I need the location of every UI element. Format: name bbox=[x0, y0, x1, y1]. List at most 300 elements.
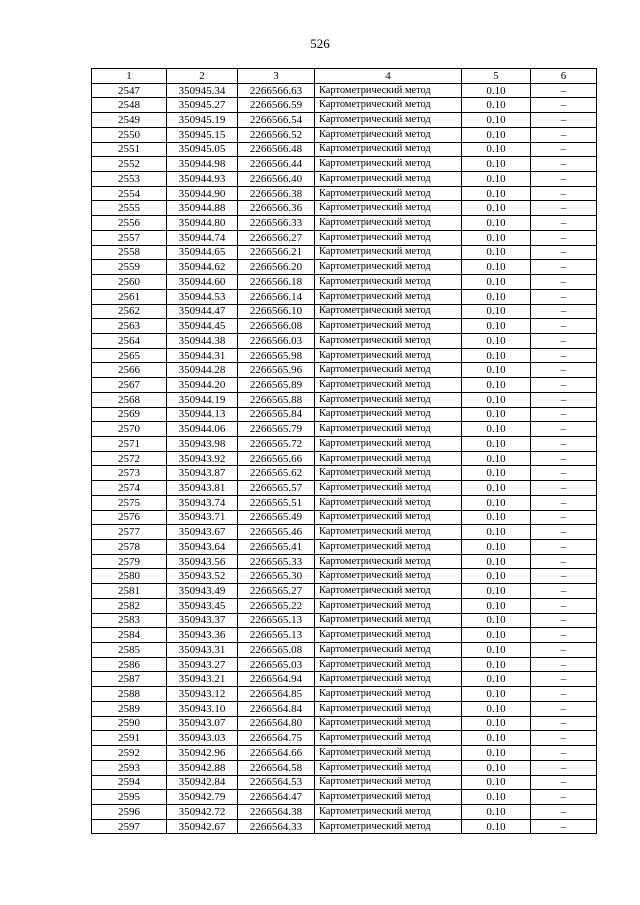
accuracy-cell: 0.10 bbox=[462, 319, 531, 334]
accuracy-cell: 0.10 bbox=[462, 363, 531, 378]
method-cell: Картометрический метод bbox=[315, 319, 462, 334]
y-coordinate-cell: 2266564.84 bbox=[238, 701, 315, 716]
note-cell: – bbox=[531, 348, 597, 363]
y-coordinate-cell: 2266564.85 bbox=[238, 687, 315, 702]
method-cell: Картометрический метод bbox=[315, 83, 462, 98]
x-coordinate-cell: 350944.20 bbox=[167, 378, 238, 393]
method-cell: Картометрический метод bbox=[315, 260, 462, 275]
note-cell: – bbox=[531, 142, 597, 157]
accuracy-cell: 0.10 bbox=[462, 716, 531, 731]
table-row bbox=[92, 716, 597, 731]
y-coordinate-cell: 2266566.27 bbox=[238, 230, 315, 245]
method-cell: Картометрический метод bbox=[315, 289, 462, 304]
method-cell: Картометрический метод bbox=[315, 127, 462, 142]
table-row bbox=[92, 451, 597, 466]
note-cell: – bbox=[531, 598, 597, 613]
accuracy-cell: 0.10 bbox=[462, 127, 531, 142]
note-cell: – bbox=[531, 819, 597, 834]
note-cell: – bbox=[531, 525, 597, 540]
note-cell: – bbox=[531, 466, 597, 481]
point-number-cell: 2554 bbox=[92, 186, 167, 201]
note-cell: – bbox=[531, 510, 597, 525]
method-cell: Картометрический метод bbox=[315, 760, 462, 775]
page-number: 526 bbox=[310, 36, 330, 51]
y-coordinate-cell: 2266565.08 bbox=[238, 643, 315, 658]
y-coordinate-cell: 2266566.18 bbox=[238, 275, 315, 290]
note-cell: – bbox=[531, 554, 597, 569]
method-cell: Картометрический метод bbox=[315, 790, 462, 805]
method-cell: Картометрический метод bbox=[315, 598, 462, 613]
method-cell: Картометрический метод bbox=[315, 510, 462, 525]
point-number-cell: 2590 bbox=[92, 716, 167, 731]
method-cell: Картометрический метод bbox=[315, 348, 462, 363]
x-coordinate-cell: 350944.62 bbox=[167, 260, 238, 275]
table-row bbox=[92, 540, 597, 555]
column-header: 3 bbox=[238, 69, 315, 84]
method-cell: Картометрический метод bbox=[315, 775, 462, 790]
point-number-cell: 2580 bbox=[92, 569, 167, 584]
y-coordinate-cell: 2266564.66 bbox=[238, 746, 315, 761]
x-coordinate-cell: 350943.74 bbox=[167, 495, 238, 510]
table-row bbox=[92, 775, 597, 790]
table-row bbox=[92, 333, 597, 348]
note-cell: – bbox=[531, 613, 597, 628]
note-cell: – bbox=[531, 657, 597, 672]
method-cell: Картометрический метод bbox=[315, 569, 462, 584]
table-row bbox=[92, 216, 597, 231]
x-coordinate-cell: 350945.27 bbox=[167, 98, 238, 113]
method-cell: Картометрический метод bbox=[315, 392, 462, 407]
method-cell: Картометрический метод bbox=[315, 540, 462, 555]
x-coordinate-cell: 350943.21 bbox=[167, 672, 238, 687]
x-coordinate-cell: 350944.93 bbox=[167, 172, 238, 187]
method-cell: Картометрический метод bbox=[315, 804, 462, 819]
accuracy-cell: 0.10 bbox=[462, 407, 531, 422]
point-number-cell: 2553 bbox=[92, 172, 167, 187]
note-cell: – bbox=[531, 643, 597, 658]
x-coordinate-cell: 350943.03 bbox=[167, 731, 238, 746]
accuracy-cell: 0.10 bbox=[462, 83, 531, 98]
table-row bbox=[92, 230, 597, 245]
method-cell: Картометрический метод bbox=[315, 716, 462, 731]
table-row bbox=[92, 245, 597, 260]
table-row bbox=[92, 392, 597, 407]
method-cell: Картометрический метод bbox=[315, 142, 462, 157]
x-coordinate-cell: 350944.06 bbox=[167, 422, 238, 437]
y-coordinate-cell: 2266565.66 bbox=[238, 451, 315, 466]
point-number-cell: 2584 bbox=[92, 628, 167, 643]
table-row bbox=[92, 525, 597, 540]
x-coordinate-cell: 350943.56 bbox=[167, 554, 238, 569]
point-number-cell: 2575 bbox=[92, 495, 167, 510]
note-cell: – bbox=[531, 83, 597, 98]
y-coordinate-cell: 2266565.13 bbox=[238, 628, 315, 643]
x-coordinate-cell: 350944.53 bbox=[167, 289, 238, 304]
x-coordinate-cell: 350944.45 bbox=[167, 319, 238, 334]
method-cell: Картометрический метод bbox=[315, 113, 462, 128]
x-coordinate-cell: 350944.74 bbox=[167, 230, 238, 245]
x-coordinate-cell: 350943.64 bbox=[167, 540, 238, 555]
note-cell: – bbox=[531, 392, 597, 407]
table-row bbox=[92, 186, 597, 201]
point-number-cell: 2591 bbox=[92, 731, 167, 746]
point-number-cell: 2597 bbox=[92, 819, 167, 834]
point-number-cell: 2555 bbox=[92, 201, 167, 216]
note-cell: – bbox=[531, 216, 597, 231]
y-coordinate-cell: 2266566.36 bbox=[238, 201, 315, 216]
point-number-cell: 2577 bbox=[92, 525, 167, 540]
note-cell: – bbox=[531, 275, 597, 290]
table-row bbox=[92, 83, 597, 98]
y-coordinate-cell: 2266565.33 bbox=[238, 554, 315, 569]
y-coordinate-cell: 2266565.46 bbox=[238, 525, 315, 540]
table-row bbox=[92, 466, 597, 481]
y-coordinate-cell: 2266565.51 bbox=[238, 495, 315, 510]
accuracy-cell: 0.10 bbox=[462, 348, 531, 363]
y-coordinate-cell: 2266565.13 bbox=[238, 613, 315, 628]
point-number-cell: 2594 bbox=[92, 775, 167, 790]
point-number-cell: 2548 bbox=[92, 98, 167, 113]
y-coordinate-cell: 2266566.10 bbox=[238, 304, 315, 319]
accuracy-cell: 0.10 bbox=[462, 687, 531, 702]
y-coordinate-cell: 2266565.89 bbox=[238, 378, 315, 393]
point-number-cell: 2581 bbox=[92, 584, 167, 599]
x-coordinate-cell: 350943.07 bbox=[167, 716, 238, 731]
note-cell: – bbox=[531, 186, 597, 201]
accuracy-cell: 0.10 bbox=[462, 510, 531, 525]
method-cell: Картометрический метод bbox=[315, 554, 462, 569]
table-row bbox=[92, 613, 597, 628]
coordinates-table bbox=[91, 68, 597, 834]
method-cell: Картометрический метод bbox=[315, 230, 462, 245]
y-coordinate-cell: 2266566.20 bbox=[238, 260, 315, 275]
note-cell: – bbox=[531, 436, 597, 451]
y-coordinate-cell: 2266565.62 bbox=[238, 466, 315, 481]
note-cell: – bbox=[531, 289, 597, 304]
table-row bbox=[92, 407, 597, 422]
x-coordinate-cell: 350943.98 bbox=[167, 436, 238, 451]
point-number-cell: 2579 bbox=[92, 554, 167, 569]
note-cell: – bbox=[531, 378, 597, 393]
y-coordinate-cell: 2266566.21 bbox=[238, 245, 315, 260]
note-cell: – bbox=[531, 201, 597, 216]
accuracy-cell: 0.10 bbox=[462, 760, 531, 775]
y-coordinate-cell: 2266566.52 bbox=[238, 127, 315, 142]
accuracy-cell: 0.10 bbox=[462, 201, 531, 216]
method-cell: Картометрический метод bbox=[315, 451, 462, 466]
column-header: 4 bbox=[315, 69, 462, 84]
x-coordinate-cell: 350944.90 bbox=[167, 186, 238, 201]
accuracy-cell: 0.10 bbox=[462, 643, 531, 658]
method-cell: Картометрический метод bbox=[315, 363, 462, 378]
x-coordinate-cell: 350943.92 bbox=[167, 451, 238, 466]
point-number-cell: 2562 bbox=[92, 304, 167, 319]
note-cell: – bbox=[531, 495, 597, 510]
note-cell: – bbox=[531, 422, 597, 437]
table-row bbox=[92, 436, 597, 451]
note-cell: – bbox=[531, 333, 597, 348]
column-header: 6 bbox=[531, 69, 597, 84]
note-cell: – bbox=[531, 731, 597, 746]
accuracy-cell: 0.10 bbox=[462, 657, 531, 672]
table-row bbox=[92, 319, 597, 334]
accuracy-cell: 0.10 bbox=[462, 142, 531, 157]
accuracy-cell: 0.10 bbox=[462, 289, 531, 304]
note-cell: – bbox=[531, 716, 597, 731]
accuracy-cell: 0.10 bbox=[462, 113, 531, 128]
point-number-cell: 2558 bbox=[92, 245, 167, 260]
method-cell: Картометрический метод bbox=[315, 186, 462, 201]
method-cell: Картометрический метод bbox=[315, 157, 462, 172]
accuracy-cell: 0.10 bbox=[462, 98, 531, 113]
point-number-cell: 2556 bbox=[92, 216, 167, 231]
table-row bbox=[92, 172, 597, 187]
accuracy-cell: 0.10 bbox=[462, 525, 531, 540]
y-coordinate-cell: 2266564.53 bbox=[238, 775, 315, 790]
y-coordinate-cell: 2266565.30 bbox=[238, 569, 315, 584]
note-cell: – bbox=[531, 672, 597, 687]
point-number-cell: 2549 bbox=[92, 113, 167, 128]
table-row bbox=[92, 201, 597, 216]
note-cell: – bbox=[531, 245, 597, 260]
point-number-cell: 2595 bbox=[92, 790, 167, 805]
x-coordinate-cell: 350944.88 bbox=[167, 201, 238, 216]
point-number-cell: 2564 bbox=[92, 333, 167, 348]
y-coordinate-cell: 2266566.63 bbox=[238, 83, 315, 98]
point-number-cell: 2592 bbox=[92, 746, 167, 761]
accuracy-cell: 0.10 bbox=[462, 775, 531, 790]
accuracy-cell: 0.10 bbox=[462, 230, 531, 245]
x-coordinate-cell: 350942.84 bbox=[167, 775, 238, 790]
accuracy-cell: 0.10 bbox=[462, 186, 531, 201]
method-cell: Картометрический метод bbox=[315, 687, 462, 702]
accuracy-cell: 0.10 bbox=[462, 731, 531, 746]
y-coordinate-cell: 2266566.59 bbox=[238, 98, 315, 113]
point-number-cell: 2567 bbox=[92, 378, 167, 393]
table-row bbox=[92, 481, 597, 496]
accuracy-cell: 0.10 bbox=[462, 245, 531, 260]
x-coordinate-cell: 350944.38 bbox=[167, 333, 238, 348]
method-cell: Картометрический метод bbox=[315, 657, 462, 672]
y-coordinate-cell: 2266566.44 bbox=[238, 157, 315, 172]
table-row bbox=[92, 363, 597, 378]
column-header: 5 bbox=[462, 69, 531, 84]
table-row bbox=[92, 569, 597, 584]
table-row bbox=[92, 495, 597, 510]
accuracy-cell: 0.10 bbox=[462, 554, 531, 569]
table-row bbox=[92, 304, 597, 319]
x-coordinate-cell: 350943.45 bbox=[167, 598, 238, 613]
point-number-cell: 2596 bbox=[92, 804, 167, 819]
note-cell: – bbox=[531, 701, 597, 716]
method-cell: Картометрический метод bbox=[315, 466, 462, 481]
x-coordinate-cell: 350943.49 bbox=[167, 584, 238, 599]
method-cell: Картометрический метод bbox=[315, 378, 462, 393]
point-number-cell: 2588 bbox=[92, 687, 167, 702]
x-coordinate-cell: 350943.37 bbox=[167, 613, 238, 628]
method-cell: Картометрический метод bbox=[315, 613, 462, 628]
x-coordinate-cell: 350943.87 bbox=[167, 466, 238, 481]
method-cell: Картометрический метод bbox=[315, 216, 462, 231]
method-cell: Картометрический метод bbox=[315, 731, 462, 746]
table-row bbox=[92, 510, 597, 525]
point-number-cell: 2582 bbox=[92, 598, 167, 613]
y-coordinate-cell: 2266564.75 bbox=[238, 731, 315, 746]
accuracy-cell: 0.10 bbox=[462, 790, 531, 805]
point-number-cell: 2573 bbox=[92, 466, 167, 481]
point-number-cell: 2576 bbox=[92, 510, 167, 525]
table-row bbox=[92, 643, 597, 658]
accuracy-cell: 0.10 bbox=[462, 540, 531, 555]
table-row bbox=[92, 760, 597, 775]
method-cell: Картометрический метод bbox=[315, 584, 462, 599]
accuracy-cell: 0.10 bbox=[462, 172, 531, 187]
accuracy-cell: 0.10 bbox=[462, 451, 531, 466]
y-coordinate-cell: 2266566.14 bbox=[238, 289, 315, 304]
column-header: 1 bbox=[92, 69, 167, 84]
x-coordinate-cell: 350945.19 bbox=[167, 113, 238, 128]
x-coordinate-cell: 350942.96 bbox=[167, 746, 238, 761]
note-cell: – bbox=[531, 113, 597, 128]
y-coordinate-cell: 2266565.22 bbox=[238, 598, 315, 613]
x-coordinate-cell: 350944.19 bbox=[167, 392, 238, 407]
table-row bbox=[92, 422, 597, 437]
method-cell: Картометрический метод bbox=[315, 643, 462, 658]
y-coordinate-cell: 2266564.80 bbox=[238, 716, 315, 731]
point-number-cell: 2550 bbox=[92, 127, 167, 142]
table-row bbox=[92, 687, 597, 702]
y-coordinate-cell: 2266565.79 bbox=[238, 422, 315, 437]
y-coordinate-cell: 2266566.38 bbox=[238, 186, 315, 201]
y-coordinate-cell: 2266565.98 bbox=[238, 348, 315, 363]
method-cell: Картометрический метод bbox=[315, 481, 462, 496]
table-row bbox=[92, 804, 597, 819]
x-coordinate-cell: 350942.67 bbox=[167, 819, 238, 834]
y-coordinate-cell: 2266565.96 bbox=[238, 363, 315, 378]
table-row bbox=[92, 127, 597, 142]
method-cell: Картометрический метод bbox=[315, 333, 462, 348]
x-coordinate-cell: 350942.88 bbox=[167, 760, 238, 775]
method-cell: Картометрический метод bbox=[315, 819, 462, 834]
point-number-cell: 2557 bbox=[92, 230, 167, 245]
point-number-cell: 2583 bbox=[92, 613, 167, 628]
y-coordinate-cell: 2266566.03 bbox=[238, 333, 315, 348]
method-cell: Картометрический метод bbox=[315, 672, 462, 687]
note-cell: – bbox=[531, 451, 597, 466]
table-row bbox=[92, 819, 597, 834]
point-number-cell: 2552 bbox=[92, 157, 167, 172]
x-coordinate-cell: 350944.60 bbox=[167, 275, 238, 290]
x-coordinate-cell: 350943.67 bbox=[167, 525, 238, 540]
note-cell: – bbox=[531, 407, 597, 422]
y-coordinate-cell: 2266566.48 bbox=[238, 142, 315, 157]
y-coordinate-cell: 2266566.08 bbox=[238, 319, 315, 334]
method-cell: Картометрический метод bbox=[315, 304, 462, 319]
accuracy-cell: 0.10 bbox=[462, 275, 531, 290]
point-number-cell: 2568 bbox=[92, 392, 167, 407]
accuracy-cell: 0.10 bbox=[462, 672, 531, 687]
note-cell: – bbox=[531, 127, 597, 142]
point-number-cell: 2572 bbox=[92, 451, 167, 466]
accuracy-cell: 0.10 bbox=[462, 436, 531, 451]
x-coordinate-cell: 350945.34 bbox=[167, 83, 238, 98]
accuracy-cell: 0.10 bbox=[462, 819, 531, 834]
note-cell: – bbox=[531, 540, 597, 555]
x-coordinate-cell: 350943.27 bbox=[167, 657, 238, 672]
accuracy-cell: 0.10 bbox=[462, 584, 531, 599]
point-number-cell: 2569 bbox=[92, 407, 167, 422]
note-cell: – bbox=[531, 584, 597, 599]
accuracy-cell: 0.10 bbox=[462, 746, 531, 761]
point-number-cell: 2586 bbox=[92, 657, 167, 672]
method-cell: Картометрический метод bbox=[315, 436, 462, 451]
y-coordinate-cell: 2266565.88 bbox=[238, 392, 315, 407]
table-row bbox=[92, 348, 597, 363]
point-number-cell: 2560 bbox=[92, 275, 167, 290]
accuracy-cell: 0.10 bbox=[462, 481, 531, 496]
y-coordinate-cell: 2266565.49 bbox=[238, 510, 315, 525]
accuracy-cell: 0.10 bbox=[462, 598, 531, 613]
point-number-cell: 2563 bbox=[92, 319, 167, 334]
y-coordinate-cell: 2266565.03 bbox=[238, 657, 315, 672]
x-coordinate-cell: 350944.80 bbox=[167, 216, 238, 231]
note-cell: – bbox=[531, 687, 597, 702]
point-number-cell: 2585 bbox=[92, 643, 167, 658]
y-coordinate-cell: 2266566.54 bbox=[238, 113, 315, 128]
accuracy-cell: 0.10 bbox=[462, 333, 531, 348]
note-cell: – bbox=[531, 363, 597, 378]
point-number-cell: 2571 bbox=[92, 436, 167, 451]
note-cell: – bbox=[531, 628, 597, 643]
y-coordinate-cell: 2266564.38 bbox=[238, 804, 315, 819]
note-cell: – bbox=[531, 481, 597, 496]
note-cell: – bbox=[531, 804, 597, 819]
accuracy-cell: 0.10 bbox=[462, 701, 531, 716]
accuracy-cell: 0.10 bbox=[462, 216, 531, 231]
point-number-cell: 2589 bbox=[92, 701, 167, 716]
x-coordinate-cell: 350943.71 bbox=[167, 510, 238, 525]
x-coordinate-cell: 350945.15 bbox=[167, 127, 238, 142]
table-row bbox=[92, 584, 597, 599]
y-coordinate-cell: 2266566.33 bbox=[238, 216, 315, 231]
x-coordinate-cell: 350944.31 bbox=[167, 348, 238, 363]
accuracy-cell: 0.10 bbox=[462, 157, 531, 172]
x-coordinate-cell: 350943.36 bbox=[167, 628, 238, 643]
y-coordinate-cell: 2266566.40 bbox=[238, 172, 315, 187]
table-row bbox=[92, 98, 597, 113]
table-row bbox=[92, 142, 597, 157]
x-coordinate-cell: 350945.05 bbox=[167, 142, 238, 157]
x-coordinate-cell: 350942.79 bbox=[167, 790, 238, 805]
method-cell: Картометрический метод bbox=[315, 525, 462, 540]
table-header-row bbox=[92, 69, 597, 84]
point-number-cell: 2593 bbox=[92, 760, 167, 775]
point-number-cell: 2559 bbox=[92, 260, 167, 275]
method-cell: Картометрический метод bbox=[315, 746, 462, 761]
note-cell: – bbox=[531, 569, 597, 584]
table-row bbox=[92, 790, 597, 805]
x-coordinate-cell: 350944.65 bbox=[167, 245, 238, 260]
accuracy-cell: 0.10 bbox=[462, 378, 531, 393]
note-cell: – bbox=[531, 319, 597, 334]
table-row bbox=[92, 628, 597, 643]
y-coordinate-cell: 2266565.72 bbox=[238, 436, 315, 451]
method-cell: Картометрический метод bbox=[315, 201, 462, 216]
x-coordinate-cell: 350943.12 bbox=[167, 687, 238, 702]
x-coordinate-cell: 350943.10 bbox=[167, 701, 238, 716]
x-coordinate-cell: 350942.72 bbox=[167, 804, 238, 819]
table-row bbox=[92, 731, 597, 746]
